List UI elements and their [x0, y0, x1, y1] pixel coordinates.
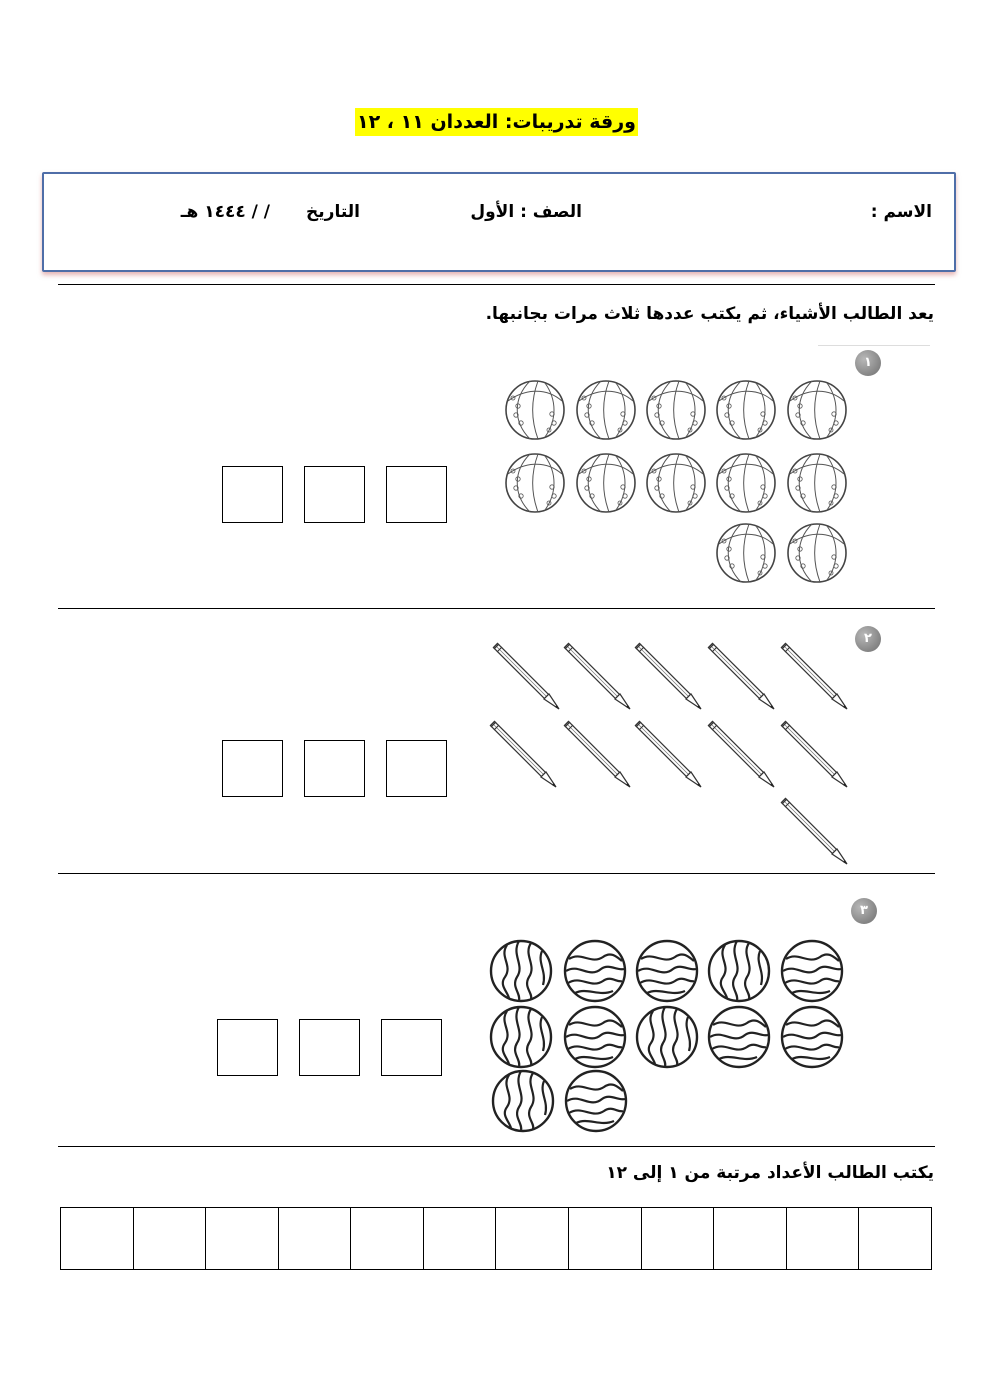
worksheet-title: ورقة تدريبات: العددان ١١ ، ١٢	[355, 108, 638, 136]
marble-icon	[637, 1007, 697, 1067]
beach-ball-icon	[647, 381, 705, 439]
pencil-icon	[782, 644, 847, 709]
beach-ball-icon	[506, 454, 564, 512]
grade-label: الصف : الأول	[470, 202, 582, 222]
beach-ball-icon	[788, 524, 846, 582]
marble-icon	[565, 941, 625, 1001]
beach-ball-icon	[506, 381, 564, 439]
ordering-instruction: يكتب الطالب الأعداد مرتبة من ١ إلى ١٢	[606, 1163, 934, 1183]
beach-ball-icon	[717, 454, 775, 512]
pencil-icon	[782, 799, 847, 864]
grid-cell[interactable]	[786, 1208, 859, 1269]
marble-icon	[566, 1071, 626, 1131]
pencil-icon	[565, 722, 630, 787]
grid-cell[interactable]	[713, 1208, 786, 1269]
marble-icon	[491, 941, 551, 1001]
grid-cell[interactable]	[133, 1208, 206, 1269]
grid-cell[interactable]	[568, 1208, 641, 1269]
beach-ball-icon	[577, 381, 635, 439]
marble-icon	[491, 1007, 551, 1067]
marble-icon	[709, 1007, 769, 1067]
pencil-icon	[636, 644, 701, 709]
exercise-number-badge: ١	[855, 350, 881, 376]
marble-icon	[565, 1007, 625, 1067]
pencil-icon	[636, 722, 701, 787]
grid-cell[interactable]	[641, 1208, 714, 1269]
pencil-icon	[494, 644, 559, 709]
pencil-icon	[782, 722, 847, 787]
grid-cell[interactable]	[495, 1208, 568, 1269]
beach-ball-icon	[717, 524, 775, 582]
exercise-number-badge: ٢	[855, 626, 881, 652]
pencil-icon	[565, 644, 630, 709]
grid-cell[interactable]	[858, 1208, 931, 1269]
pencil-icon	[709, 722, 774, 787]
beach-ball-icon	[788, 381, 846, 439]
marble-icon	[493, 1071, 553, 1131]
beach-ball-icon	[647, 454, 705, 512]
pencil-icon	[709, 644, 774, 709]
grid-cell[interactable]	[423, 1208, 496, 1269]
beach-ball-icon	[717, 381, 775, 439]
grid-cell[interactable]	[61, 1208, 133, 1269]
grid-cell[interactable]	[350, 1208, 423, 1269]
name-label: الاسم :	[870, 202, 932, 222]
marble-icon	[637, 941, 697, 1001]
marble-icon	[782, 941, 842, 1001]
marble-icon	[709, 941, 769, 1001]
pencil-icon	[491, 722, 556, 787]
number-ordering-grid	[60, 1207, 932, 1270]
date-value: / / ١٤٤٤ هـ	[180, 202, 270, 222]
grid-cell[interactable]	[278, 1208, 351, 1269]
grid-cell[interactable]	[205, 1208, 278, 1269]
exercise-number-badge: ٣	[851, 898, 877, 924]
counting-instruction: يعد الطالب الأشياء، ثم يكتب عددها ثلاث مرات بجانبها.	[485, 304, 934, 324]
date-label: التاريخ	[306, 202, 360, 222]
beach-ball-icon	[577, 454, 635, 512]
beach-ball-icon	[788, 454, 846, 512]
marble-icon	[782, 1007, 842, 1067]
